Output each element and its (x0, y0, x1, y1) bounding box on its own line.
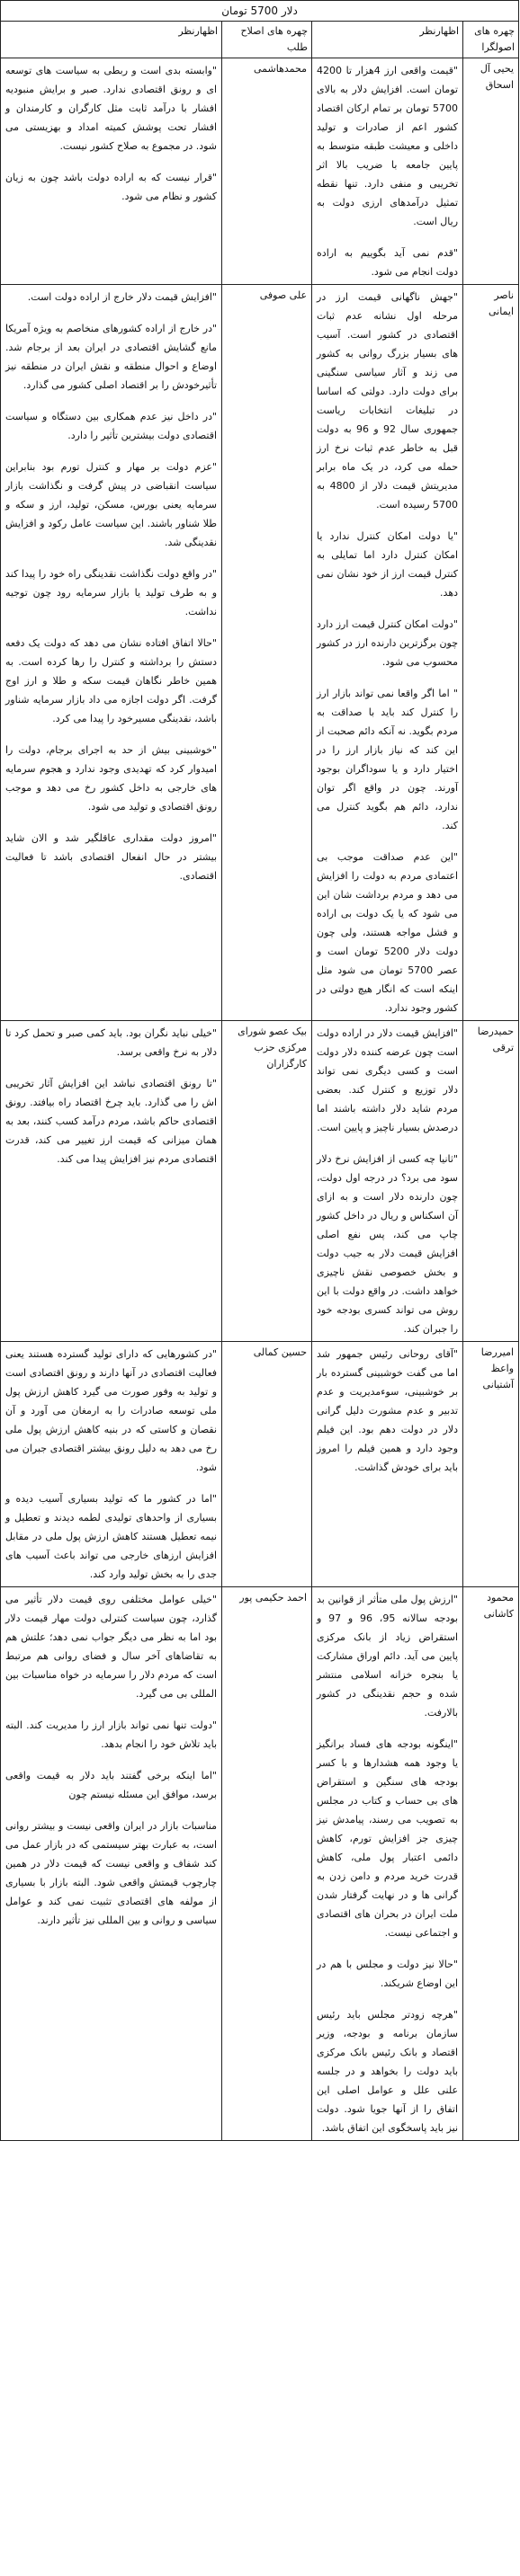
opinion-paragraph: "امروز دولت مقداری عاقلگیر شد و الان شاید بیشتر در حال انفعال اقتصادی باشد تا فعالیت اقتصادی. (5, 832, 218, 882)
opinion-cell (1, 1021, 222, 1342)
opinion-paragraph: "دولت امکان کنترل قیمت ارز دارد چون برگزترین دارنده ارز در کشور محسوب می شود. (317, 618, 459, 668)
figure-name (463, 1021, 519, 1342)
figure-name-text: امیررضا واعظ آشتیانی (480, 1346, 515, 1390)
opinion-paragraph: "اما اینکه برخی گفتند باید دلار به قیمت واقعی برسد، موافق این مسئله نیستم چون (5, 1770, 218, 1800)
figure-name (463, 58, 519, 285)
figure-name (222, 58, 312, 285)
figure-name-text: احمد حکیمی پور (239, 1592, 308, 1603)
opinion-paragraph: "عزم دولت بر مهار و کنترل تورم بود بنابراین سیاست انقباضی در پیش گرفت و نگذاشت بازار سرمایه یعنی بورس، مسکن، تولید، ارز و سکه و طلا شناور باشند. این سیاست عامل رکود و افزایش نقدینگی شد. (5, 461, 218, 548)
table-row (1, 1342, 519, 1587)
opinion-paragraph: "قرار نیست که به اراده دولت باشد چون به زیان کشور و نظام می شود. (5, 172, 218, 202)
figure-name (463, 1342, 519, 1587)
figure-name (463, 1587, 519, 2141)
opinion-paragraph: "یا دولت امکان کنترل ندارد یا امکان کنترل دارد اما تمایلی به کنترل قیمت ارز از خود نشان نمی دهد. (317, 530, 459, 599)
opinion-cell (312, 58, 463, 285)
opinion-paragraph: "آقای روحانی رئیس جمهور شد اما می گفت خوشبینی گسترده بار بر خوشبینی، سوءمدیریت و عدم تدبیر و عدم مشورت دلیل گرانی دلار در دولت دهم بود. این فیلم وجود دارد و همین فیلم را امروز باید برای خودش گذاشت. (317, 1348, 459, 1473)
table-row (1, 58, 519, 285)
opinion-paragraph: "ارزش پول ملی متأثر از قوانین بد بودجه سالانه 95، 96 و 97 و استقراض زیاد از بانک مرکزی پایین می آید. دائم اوراق مشارکت یا بنجره خزانه اسلامی منتشر شده و حجم نقدینگی در کشور بالارفت. (317, 1594, 459, 1719)
header-conservative-opinion: اظهارنظر (1, 22, 222, 58)
opinion-paragraph: "خوشبینی بیش از حد به اجرای برجام، دولت را امیدوار کرد که تهدیدی وجود ندارد و هجوم سرمایه های خارجی به داخل کشور رخ می دهد و موجب رونق اقتصادی و تولید می شود. (5, 744, 218, 813)
figure-name-text: حسین کمالی (253, 1346, 308, 1358)
table-title: دلار 5700 تومان (1, 1, 519, 22)
opinion-cell (1, 58, 222, 285)
opinion-paragraph: "حالا نیز دولت و مجلس با هم در این اوضاع شریکند. (317, 1959, 459, 1989)
figure-name (222, 1342, 312, 1587)
opinion-cell (312, 1342, 463, 1587)
opinion-paragraph: "دولت تنها نمی تواند بازار ارز را مدیریت کند. البته باید تلاش خود را انجام بدهد. (5, 1719, 218, 1750)
opinion-paragraph: "جهش ناگهانی قیمت ارز در مرحله اول نشانه عدم ثبات اقتصادی در کشور است. آسیب های بسیار بزرگ روانی به کشور می زند و آثار سیاسی سنگینی برای دولت دارد. دولتی که اساسا در تبلیغات انتخابات ریاست جمهوری سال 92 و 96 به دولت قبل به خاطر عدم ثبات نرخ ارز حمله می کرد، در یک ماه برابر مدیریتش قیمت دلار از 4800 به 5700 رسیده است. (317, 291, 459, 511)
table-row (1, 1587, 519, 2141)
figure-name (222, 1587, 312, 2141)
opinion-cell (1, 1587, 222, 2141)
opinion-paragraph: "در کشورهایی که دارای تولید گسترده هستند یعنی فعالیت اقتصادی در آنها دارند و رونق اقتصادی است و تولید به وفور صورت می گیرد کاهش ارزش پول ملی توسعه صادرات را به ارمغان می آورد و آن نقصان و کاستی که در بنیه کاهش ارزش پول ملی رخ می دهد به دلیل رونق بیشتر اقتصادی جبران می شود. (5, 1348, 218, 1473)
opinion-paragraph: "ثانیا چه کسی از افزایش نرخ دلار سود می برد؟ در درجه اول دولت، چون دارنده دلار است و به ازای آن اسکناس و ریال در داخل کشور چاپ می کند، پس نفع اصلی افزایش قیمت دلار به جیب دولت و بخش خصوصی نقش ناچیزی خواهد داشت. در واقع دولت با این روش می تواند کسری بودجه خود را جبران کند. (317, 1153, 459, 1335)
figure-name-text: ناصر ایمانی (488, 289, 515, 317)
opinion-cell (1, 1342, 222, 1587)
opinion-paragraph: "افزایش قیمت دلار خارج از اراده دولت است. (27, 291, 218, 303)
figure-name-text: حمیدرضا ترقی (477, 1026, 515, 1053)
table-body (1, 58, 519, 2141)
table-row (1, 285, 519, 1021)
opinion-paragraph: "خیلی نباید نگران بود. باید کمی صبر و تحمل کرد تا دلار به نرخ واقعی برسد. (5, 1027, 218, 1058)
header-reformist-opinion: اظهارنظر (312, 22, 463, 58)
opinion-cell (1, 285, 222, 1021)
opinion-cell (312, 1021, 463, 1342)
opinion-paragraph: "هرچه زودتر مجلس باید رئیس سازمان برنامه و بودجه، وزیر اقتصاد و بانک رئیس بانک مرکزی باید دولت را بخواهد و در جلسه علنی علل و عوامل اصلی این اتفاق را از آنها جویا شود. دولت نیز باید پاسخگوی این اتفاق باشد. (317, 2009, 459, 2134)
table-row (1, 1021, 519, 1342)
opinion-paragraph: "اما در کشور ما که تولید بسیاری آسیب دیده و بسیاری از واحدهای تولیدی لطمه دیدند و تعطیل و نیمه تعطیل هستند کاهش ارزش پول ملی در مقابل افزایش ارزهای خارجی می تواند باعث آسیب های جدی را به بخش تولید وارد کند. (5, 1493, 218, 1580)
figure-name-text: بیک عصو شورای مرکزی حزب کارگزاران (238, 1026, 308, 1070)
opinion-paragraph: "وابسته بدی است و ربطی به سیاست های توسعه ای و رونق اقتصادی ندارد. صبر و برایش منبودیه افشار با درآمد ثابت مثل کارگران و کارمندان و افشار تحت پوشش کمیته امداد و بهزیستی می شود. در مجموع به صلاح کشور نیست. (5, 65, 218, 152)
figure-name (222, 1021, 312, 1342)
opinion-paragraph: "افزایش قیمت دلار در اراده دولت است چون عرضه کننده دلار دولت است و کسی دیگری نمی تواند دلار توزیع و کنترل کند. بعضی مردم شاید دلار داشته باشند اما درصدش بسیار ناچیز و پایین است. (317, 1027, 459, 1133)
opinion-paragraph: " اما اگر واقعا نمی تواند بازار ارز را کنترل کند باید با صداقت به مردم بگوید. نه آنکه دائم صحبت از این کند که نیاز بازار ارز را در اختیار دارد و یا سوداگران بوجود آورند. چون در واقع اگر توان ندارد، دائم هم بگوید کنترل می کند. (317, 688, 459, 831)
opinion-paragraph: مناسبات بازار در ایران واقعی نیست و بیشتر روانی است، به عبارت بهتر سیستمی که در بازار عمل می کند شفاف و واقعی نیست که قیمت دلار در همین چارچوب قیمتش واقعی شود. البته بازار با بسیاری از مولفه های اقتصادی تثبیت نمی کند و عوامل سیاسی و روانی و بین المللی نیز تأثیر دارند. (5, 1820, 218, 1926)
figure-name-text: محمدهاشمی (254, 63, 308, 75)
opinion-paragraph: "قدم نمی آید بگوییم به اراده دولت انجام می شود. (317, 247, 459, 278)
opinion-paragraph: "این عدم صداقت موجب بی اعتمادی مردم به دولت را افزایش می دهد و مردم برداشت شان این می شود که یا یک دولت بی اراده و فشل مواجه هستند، ولی چون دولت دلار 5200 تومان است و عصر 5700 تومان می شود مثل اینکه است که انگار هیچ دولتی در کشور وجود ندارد. (317, 851, 459, 1014)
opinion-cell (312, 285, 463, 1021)
opinion-paragraph: "تا رونق اقتصادی نباشد این افزایش آثار تخریبی اش را می گذارد. باید چرخ اقتصاد راه بیافتد. رونق اقتصادی حاکم باشد، مردم درآمد کسب کنند، بعد به همان میزانی که قیمت ارز تغییر می کند، قدرت اقتصادی مردم نیز افزایش پیدا می کند. (5, 1078, 218, 1165)
header-conservative-figures: چهره های اصلاح طلب (222, 22, 312, 58)
figure-name-text: محمود کاشانی (483, 1592, 515, 1620)
opinion-paragraph: "در خارج از اراده کشورهای منخاصم به ویژه آمریکا مانع گشایش اقتصادی در ایران بعد از برجام شد. اوضاع و احوال منطقه و نقش ایران در منطقه نیز تأثیرخودش را بر اقتصاد اصلی کشور می گذارد. (5, 323, 218, 391)
header-reformist-figures: چهره های اصولگرا (463, 22, 519, 58)
opinion-paragraph: "خیلی عوامل مختلفی روی قیمت دلار تأثیر می گذارد، چون سیاست کنترلی دولت مهار قیمت دلار بود اما به نظر می دیگر جواب نمی دهد؛ علتش هم به تقاضاهای آخر سال و فضای روانی هم مرتبط است که مردم دلار را سرمایه در خواه مناسبات بین المللی بی می گیرد. (5, 1594, 218, 1700)
opinion-paragraph: "اینگونه بودجه های فساد برانگیز یا وجود همه هشدارها و با کسر بودجه های سنگین و استقراض های بی حساب و کتاب در مجلس به تصویب می رسند، پیامدش نیز چیزی جز افزایش تورم، کاهش دائمی اعتبار پول ملی، کاهش قدرت خرید مردم و دامن زدن به گرانی ها و در نهایت گرفتار شدن ملت ایران در بحران های اقتصادی و اجتماعی نیست. (317, 1738, 459, 1939)
figure-name (463, 285, 519, 1021)
opinion-paragraph: "حالا اتفاق افتاده نشان می دهد که دولت یک دفعه دستش را برداشته و کنترل را رها کرده است. به همین خاطر نگاهان قیمت سکه و طلا و ارز اوج گرفت. اگر دولت اجازه می داد بازار سرمایه شناور باشد، نقدینگی مسیرخود را پیدا می کرد. (5, 637, 218, 724)
opinion-paragraph: "قیمت واقعی ارز 4هزار تا 4200 تومان است. افزایش دلار به بالای 5700 تومان بر تمام ارکان اقتصاد کشور اعم از صادرات و تولید داخلی و معیشت طبقه متوسط به پایین جامعه با ضریب بالا اثر تخریبی و منفی دارد. تنها نقطه تمثیل درآمدهای ارزی دولت به ریال است. (317, 65, 459, 227)
figure-name-text: علی صوفی (259, 289, 308, 301)
figure-name (222, 285, 312, 1021)
opinion-paragraph: "در واقع دولت نگذاشت نقدینگی راه خود را پیدا کند و به طرف تولید یا بازار سرمایه رود چون توجیه نداشت. (5, 568, 218, 617)
opinion-cell (312, 1587, 463, 2141)
opinion-paragraph: "در داخل نیز عدم همکاری بین دستگاه و سیاست اقتصادی دولت بیشترین تأثیر را دارد. (5, 411, 218, 441)
figure-name-text: یحیی آل اسحاق (480, 63, 515, 91)
